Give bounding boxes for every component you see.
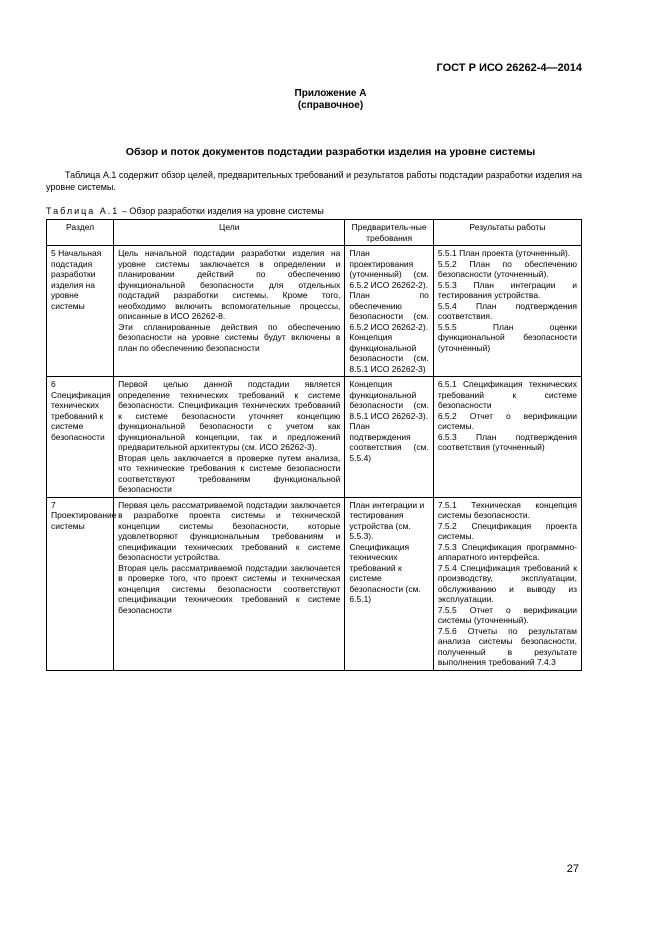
row-goals <box>114 377 345 498</box>
table-row <box>47 497 582 670</box>
result-item: 5.5.3 План интеграции и тестирования устройства. <box>437 279 577 300</box>
result-item: 5.5.1 План проекта (уточненный). <box>437 248 571 258</box>
row-goals <box>114 246 345 377</box>
result-item: 6.5.2 Отчет о верификации системы. <box>437 410 577 431</box>
row-results <box>433 377 581 498</box>
goal-paragraph: Первой целью данной подстадии является определение технических требований к системе безопасности. Спецификация технических требований к системе безопасности уточняет концепцию функциональной безопасности с учетом как функциональной концепции, так и предложений предварительной архитектуры (см. ИСО 26262-3). <box>118 379 341 452</box>
goal-paragraph: Вторая цель рассматриваемой подстадии заключается в проверке того, что проект системы и техническая концепция системы безопасности соответствуют спецификации технических требований к системе безопасности <box>118 562 341 615</box>
row-prerequisites <box>345 246 433 377</box>
row-section: 7 Проектирование системы <box>47 497 114 670</box>
row-results <box>433 497 581 670</box>
row-section: 5 Начальная подстадия разработки изделия на уровне системы <box>47 246 114 377</box>
result-item: 5.5.5 План оценки функциональной безопасности (уточненный) <box>437 321 577 353</box>
header-prerequisites: Предваритель-ные требования <box>345 220 433 246</box>
intro-paragraph: Таблица А.1 содержит обзор целей, предварительных требований и результатов работы подстадии разработки изделия на уровне системы. <box>46 170 582 192</box>
goal-paragraph: Вторая цель заключается в проверке путем анализа, что технические требования к системе безопасности соответствуют требованиям функциональной безопасности <box>118 452 341 494</box>
result-item: 7.5.6 Отчеты по результатам анализа системы безопасности, полученный в результате выполнения требований 7.4.3 <box>437 625 577 667</box>
prereq-item: План по обеспечению безопасности (см. 6.5.2 ИСО 26262-2). <box>349 290 429 332</box>
row-section: 6 Спецификация технических требований к системе безопасности <box>47 377 114 498</box>
row-goals <box>114 497 345 670</box>
header-section: Раздел <box>47 220 114 246</box>
page-number: 27 <box>566 863 579 875</box>
table-header-row <box>47 220 582 246</box>
table-caption <box>46 206 324 216</box>
prereq-item: План проектирования (уточненный) (см. 6.5.2 ИСО 26262-2). <box>349 248 429 290</box>
result-item: 7.5.1 Техническая концепция системы безопасности. <box>437 499 577 520</box>
prereq-item: Концепция функциональной безопасности (см. 8.5.1 ИСО 26262-3) <box>349 332 429 374</box>
annex-block <box>0 88 661 112</box>
header-results: Результаты работы <box>433 220 581 246</box>
prereq-item: План интеграции и тестирования устройства (см. 5.5.3). <box>349 499 425 541</box>
table-row <box>47 246 582 377</box>
result-item: 7.5.4 Спецификация требований к производству, эксплуатации, обслуживанию и выводу из эксплуатации. <box>437 562 577 604</box>
annex-subtitle: (справочное) <box>297 100 364 111</box>
header-goals: Цели <box>114 220 345 246</box>
goal-paragraph: Первая цель рассматриваемой подстадии заключается в разработке проекта системы и технической концепции системы безопасности, которые удовлетворяют функциональным требованиям и спецификации технических требований к системе безопасности устройства. <box>118 499 341 562</box>
table-caption-text: – Обзор разработки изделия на уровне системы <box>119 206 324 216</box>
result-item: 7.5.3 Спецификация программно-аппаратного интерфейса. <box>437 541 577 562</box>
section-heading: Обзор и поток документов подстадии разработки изделия на уровне системы <box>125 146 536 158</box>
row-results <box>433 246 581 377</box>
document-code: ГОСТ Р ИСО 26262-4—2014 <box>436 62 582 74</box>
result-item: 7.5.2 Спецификация проекта системы. <box>437 520 577 541</box>
table-row <box>47 377 582 498</box>
overview-table <box>46 219 582 671</box>
row-prerequisites <box>345 377 433 498</box>
prereq-item: План подтверждения соответствия (см. 5.5.4) <box>349 421 429 463</box>
goal-paragraph: Цель начальной подстадии разработки изделия на уровне системы заключается в определении и планировании действий по обеспечению функциональной безопасности для отдельных подстадий разработки системы. Кроме того, необходимо включить вспомогательные процессы, описанные в ИСО 26262-8. <box>118 248 341 321</box>
row-prerequisites <box>345 497 433 670</box>
table-caption-label: Таблица А.1 <box>46 206 120 216</box>
prereq-item: Спецификация технических требований к системе безопасности (см. 6.5.1) <box>349 541 421 604</box>
prereq-item: Концепция функциональной безопасности (см. 8.5.1 ИСО 26262-3). <box>349 379 429 421</box>
annex-title: Приложение А <box>294 88 367 99</box>
goal-paragraph: Эти спланированные действия по обеспечению безопасности на уровне системы будут включены в план по обеспечению безопасности <box>118 321 341 353</box>
result-item: 7.5.5 Отчет о верификации системы (уточненный). <box>437 604 577 625</box>
result-item: 6.5.1 Спецификация технических требований к системе безопасности <box>437 379 577 410</box>
result-item: 6.5.3 План подтверждения соответствия (уточненный) <box>437 431 577 452</box>
result-item: 5.5.4 План подтверждения соответствия. <box>437 300 577 321</box>
result-item: 5.5.2 План по обеспечению безопасности (уточненный). <box>437 258 577 279</box>
